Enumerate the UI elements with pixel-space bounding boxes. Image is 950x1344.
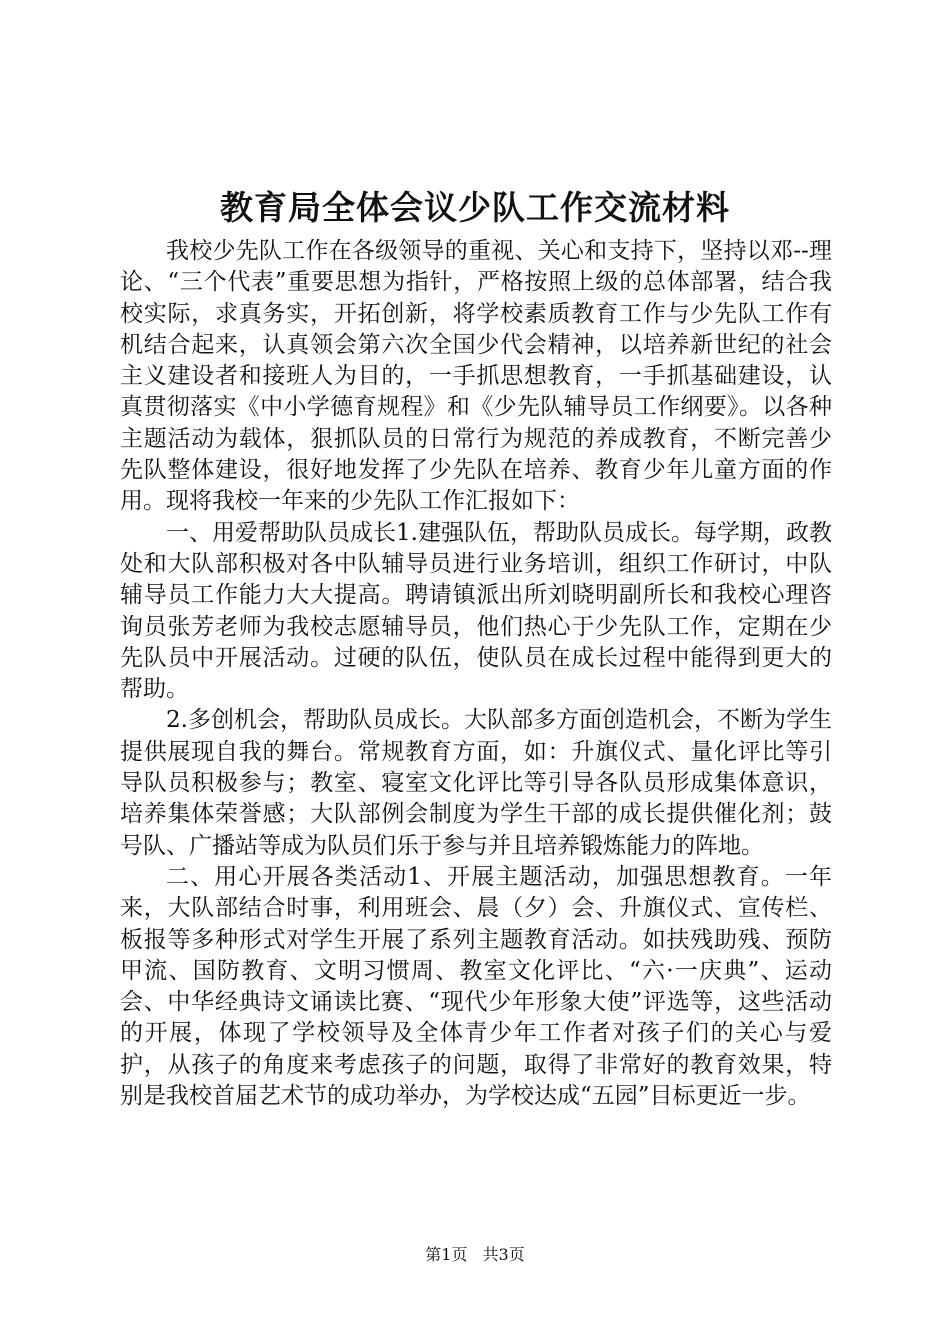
page-number: 第1页 <box>425 1245 468 1264</box>
page-total: 共3页 <box>482 1245 525 1264</box>
document-body <box>120 236 832 1112</box>
paragraph-section-1-item-2: 2.多创机会，帮助队员成长。大队部多方面创造机会，不断为学生提供展现自我的舞台。常规教育方面，如：升旗仪式、量化评比等引导队员积极参与；教室、寝室文化评比等引导各队员形成集体意识，培养集体荣誉感；大队部例会制度为学生干部的成长提供催化剂；鼓号队、广播站等成为队员们乐于参与并且培养锻炼能力的阵地。 <box>120 707 832 859</box>
paragraph-section-2: 二、用心开展各类活动1、开展主题活动，加强思想教育。一年来，大队部结合时事，利用班会、晨（夕）会、升旗仪式、宣传栏、板报等多种形式对学生开展了系列主题教育活动。如扶残助残、预防甲流、国防教育、文明习惯周、教室文化评比、“六·一庆典”、运动会、中华经典诗文诵读比赛、“现代少年形象大使”评选等，这些活动的开展，体现了学校领导及全体青少年工作者对孩子们的关心与爱护，从孩子的角度来考虑孩子的问题，取得了非常好的教育效果，特别是我校首届艺术节的成功举办，为学校达成“五园”目标更近一步。 <box>120 863 832 1110</box>
paragraph-section-1: 一、用爱帮助队员成长1.建强队伍，帮助队员成长。每学期，政教处和大队部积极对各中队辅导员进行业务培训，组织工作研讨，中队辅导员工作能力大大提高。聘请镇派出所刘晓明副所长和我校心理咨询员张芳老师为我校志愿辅导员，他们热心于少先队工作，定期在少先队员中开展活动。过硬的队伍，使队员在成长过程中能得到更大的帮助。 <box>120 519 832 703</box>
paragraph-intro: 我校少先队工作在各级领导的重视、关心和支持下，坚持以邓--理论、“三个代表”重要思想为指针，严格按照上级的总体部署，结合我校实际，求真务实，开拓创新，将学校素质教育工作与少先队工作有机结合起来，认真领会第六次全国少代会精神，以培养新世纪的社会主义建设者和接班人为目的，一手抓思想教育，一手抓基础建设，认真贯彻落实《中小学德育规程》和《少先队辅导员工作纲要》。以各种主题活动为载体，狠抓队员的日常行为规范的养成教育，不断完善少先队整体建设，很好地发挥了少先队在培养、教育少年儿童方面的作用。现将我校一年来的少先队工作汇报如下： <box>120 238 832 515</box>
page-footer <box>0 1244 950 1266</box>
document-title: 教育局全体会议少队工作交流材料 <box>220 188 730 227</box>
